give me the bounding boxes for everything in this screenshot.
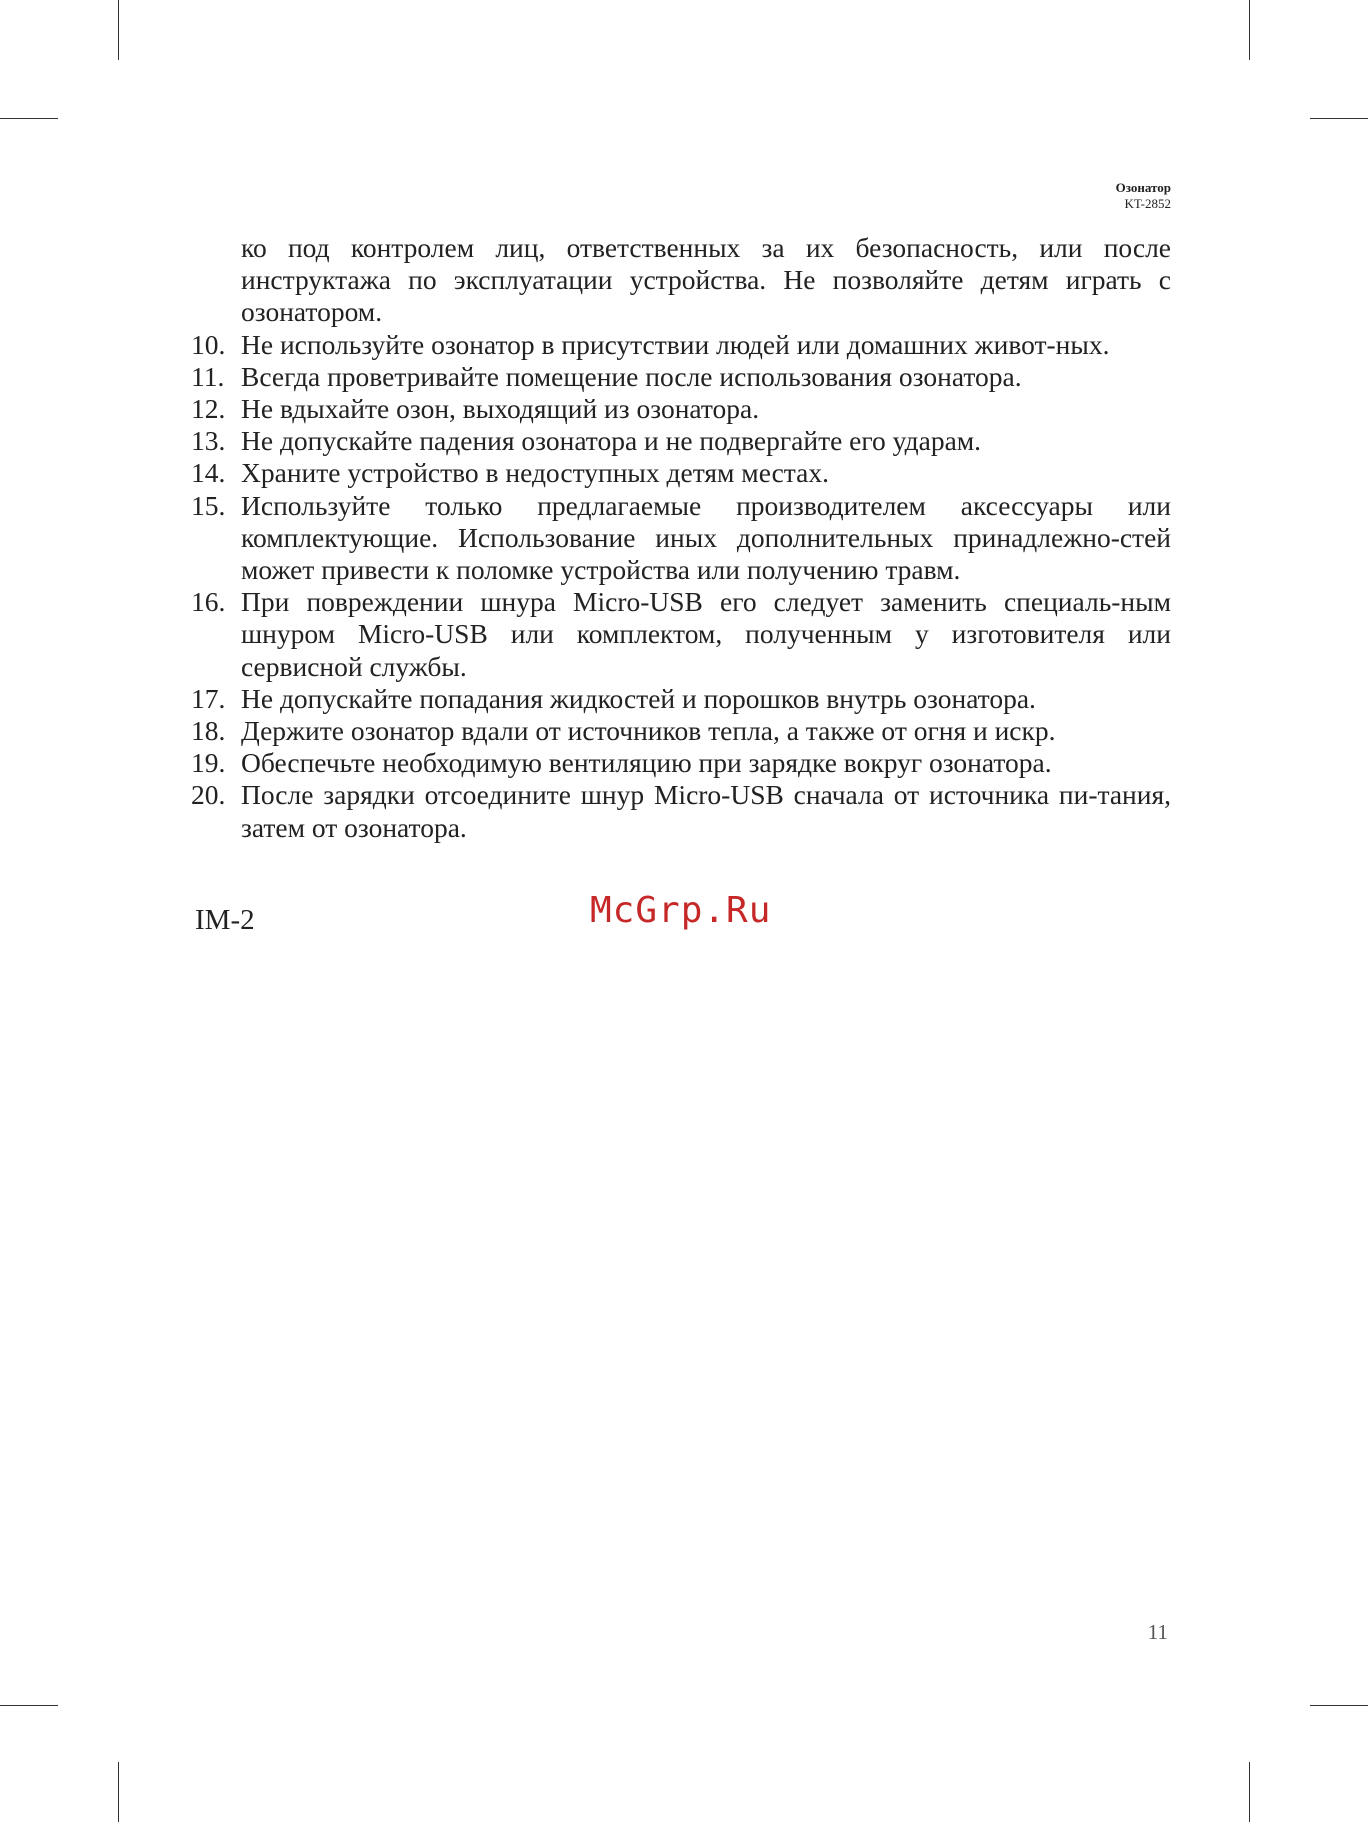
item-number: 12. [191, 393, 226, 425]
list-item [191, 425, 1171, 457]
document-code: IM-2 [195, 904, 255, 936]
item-text: Храните устройство в недоступных детям местах. [241, 457, 829, 489]
item-number: 10. [191, 328, 226, 360]
crop-mark [0, 118, 58, 119]
item-number: 16. [191, 586, 226, 618]
list-item [191, 747, 1171, 779]
continuation-paragraph: ко под контролем лиц, ответственных за их безопасность, или после инструктажа по эксплуатации устройства. Не позволяйте детям играть с озонатором. [241, 232, 1171, 328]
crop-mark [118, 0, 119, 60]
item-number: 20. [191, 779, 226, 811]
item-number: 11. [191, 360, 225, 392]
list-item [191, 490, 1171, 587]
list-item [191, 715, 1171, 747]
safety-instructions [191, 232, 1171, 844]
item-text: Всегда проветривайте помещение после использования озонатора. [241, 360, 1022, 392]
item-text: Держите озонатор вдали от источников тепла, а также от огня и искр. [241, 715, 1056, 747]
list-item [191, 779, 1171, 843]
item-number: 13. [191, 425, 226, 457]
header-title: Озонатор [1115, 180, 1171, 195]
item-text: Обеспечьте необходимую вентиляцию при зарядке вокруг озонатора. [241, 747, 1052, 779]
crop-mark [0, 1705, 58, 1706]
item-text: Не используйте озонатор в присутствии людей или домашних живот-ных. [241, 328, 1110, 360]
crop-mark [1249, 1762, 1250, 1822]
list-item [191, 329, 1171, 361]
running-header [1116, 180, 1171, 212]
list-item [191, 393, 1171, 425]
crop-mark [1310, 1705, 1368, 1706]
list-item [191, 586, 1171, 683]
item-text: При повреждении шнура Micro-USB его следует заменить специаль-ным шнуром Micro-USB или комплектом, полученным у изготовителя или сервисной службы. [241, 586, 1171, 682]
item-text: После зарядки отсоедините шнур Micro-USB сначала от источника пи-тания, затем от озонатора. [241, 779, 1171, 843]
list-item [191, 361, 1171, 393]
header-model: KT-2852 [1124, 196, 1171, 211]
crop-mark [1249, 0, 1250, 60]
item-text: Используйте только предлагаемые производителем аксессуары или комплектующие. Использование иных дополнительных принадлежно-стей может привести к поломке устройства или получению травм. [241, 489, 1171, 586]
watermark: McGrp.Ru [590, 890, 772, 931]
item-text: Не допускайте попадания жидкостей и порошков внутрь озонатора. [241, 682, 1036, 714]
crop-mark [1310, 118, 1368, 119]
item-number: 15. [191, 489, 226, 521]
item-number: 17. [191, 682, 226, 714]
item-number: 14. [191, 457, 226, 489]
item-number: 18. [191, 715, 226, 747]
crop-mark [118, 1762, 119, 1822]
list-item [191, 457, 1171, 489]
item-text: Не допускайте падения озонатора и не подвергайте его ударам. [241, 425, 982, 457]
item-number: 19. [191, 747, 226, 779]
page-number: 11 [1147, 1620, 1168, 1644]
item-text: Не вдыхайте озон, выходящий из озонатора. [241, 393, 760, 425]
list-item [191, 683, 1171, 715]
